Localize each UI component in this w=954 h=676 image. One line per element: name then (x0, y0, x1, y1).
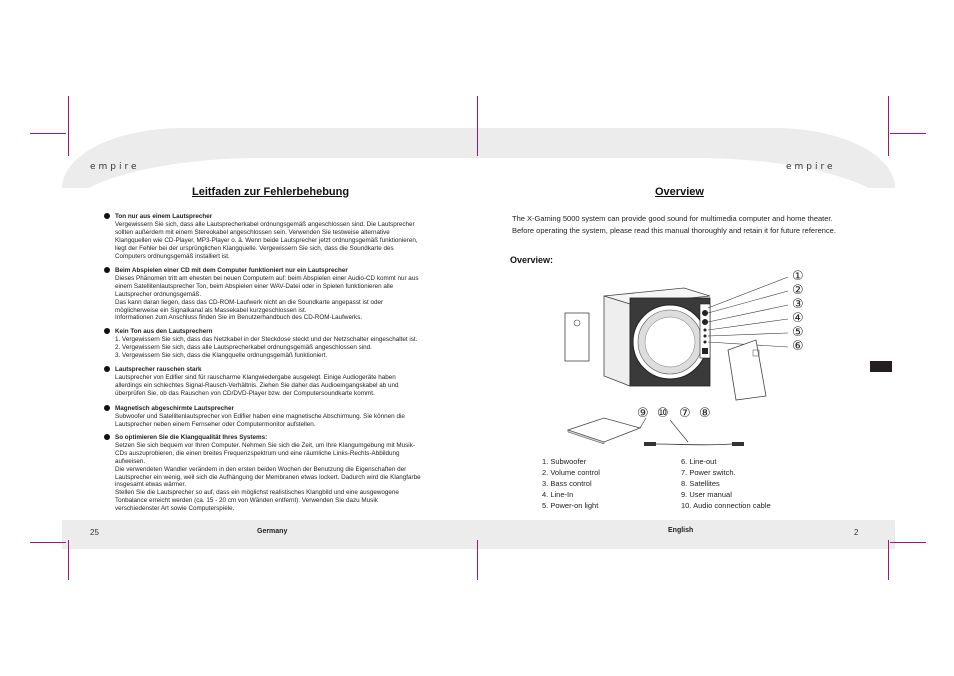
page-number: 2 (854, 528, 859, 537)
user-manual-drawing (568, 418, 646, 444)
footer-language: Germany (257, 528, 288, 535)
satellite-right (728, 340, 766, 400)
audio-cable-drawing (644, 420, 744, 446)
bullet-icon (104, 366, 110, 372)
part-item: 6. Line-out (681, 457, 717, 466)
callout-number: ① (792, 269, 804, 284)
footer-language: English (668, 527, 694, 534)
callout-number: ⑧ (699, 406, 711, 421)
trouble-section (104, 267, 449, 322)
section-heading: Ton nur aus einem Lautsprecher (115, 213, 213, 220)
trouble-section (104, 213, 449, 260)
section-body: Dieses Phänomen tritt am ehesten bei neuen Computern auf: beim Abspielen einer Audio-CD kommt nur aus einem Satellitenlautsprecher Ton, beim Abspielen einer WAV-Datei oder in Spielen funktionieren alle Lautsprecher ordnungsgemäß. Das kann daran liegen, dass das CD-ROM-Laufwerk nicht an die Soundkarte angepasst ist oder möglicherweise ein Signalkanal als Massekabel kurzgeschlossen ist. Informationen zum Anschluss finden Sie im Benutzerhandbuch des CD-ROM-Laufwerks. (115, 274, 419, 322)
part-item: 2. Volume control (542, 468, 600, 478)
callout-number: ⑦ (679, 406, 691, 421)
part-item: 4. Line-In (542, 490, 574, 500)
section-heading: Magnetisch abgeschirmte Lautsprecher (115, 405, 234, 412)
crop-mark (68, 96, 69, 156)
callout-lines (708, 277, 788, 347)
product-illustration (560, 268, 860, 463)
callout-number: ⑨ (637, 406, 649, 421)
bullet-icon (104, 405, 110, 411)
chapter-tab (870, 361, 892, 372)
crop-mark (888, 96, 889, 156)
page-title: Overview (655, 186, 704, 198)
bullet-icon (104, 213, 110, 219)
section-body: Vergewissern Sie sich, dass alle Lautsprecherkabel ordnungsgemäß angeschlossen sind. Die Lautsprecher sollten außerdem mit einem Stereokabel angeschlossen sein. Verwenden Sie testweise alternative Klangquellen wie CD-Player, MP3-Player o. ä. Wenn beide Lautsprecher jetzt ordnungsgemäß funktionieren, liegt der Fehler bei der ursprünglichen Klangquelle. Vergewissern Sie sich, dass die Soundkarte des Computers ordnungsgemäß installiert ist. (115, 220, 418, 260)
callout-number: ⑤ (792, 325, 804, 340)
trouble-section (104, 434, 449, 513)
trouble-section (104, 405, 449, 429)
intro-paragraph: The X-Gaming 5000 system can provide good sound for multimedia computer and home theater. Before operating the system, please read this manual thoroughly and retain it for future reference. (512, 214, 836, 235)
page-title: Leitfaden zur Fehlerbehebung (192, 186, 350, 198)
crop-mark (477, 540, 478, 580)
part-item: 9. User manual (681, 490, 732, 500)
brand-logo: empire (786, 162, 836, 172)
crop-mark (890, 133, 926, 134)
callout-number: ⑩ (657, 406, 669, 421)
satellite-left (565, 313, 589, 361)
crop-mark (477, 96, 478, 156)
part-item: 8. Satellites (681, 479, 720, 489)
right-footer-bar (477, 520, 895, 549)
part-item: 3. Bass control (542, 479, 592, 489)
section-heading: Lautsprecher rauschen stark (115, 366, 202, 373)
bullet-icon (104, 267, 110, 273)
crop-mark (30, 542, 66, 543)
section-body: Setzen Sie sich bequem vor Ihren Computer. Nehmen Sie sich die Zeit, um Ihre Klangumgebung mit Musik- CDs auszuprobieren, die einen breites Frequenzspektrum und eine räumliche Links-Rechts-Abbildung aufweisen. Die verwendeten Wandler verändern in den ersten beiden Wochen der Benutzung die Eigenschaften der Lautsprecher ein wenig, weil sich die Aufhängung der Membranen etwas lockert. Dadurch wird die Klangfarbe insgesamt etwas wärmer. Stellen Sie die Lautsprecher so auf, dass ein möglichst realistisches Klangbild und eine ausgewogene Tonbalance erreicht werden (ca. 15 - 20 cm von Wänden entfernt). Verwenden Sie dazu Musik verschiedenster Art sowie Computerspiele. (115, 441, 421, 513)
crop-mark (68, 540, 69, 580)
bullet-icon (104, 328, 110, 334)
part-item: 7. Power switch. (681, 468, 736, 478)
parts-list-right (681, 456, 771, 511)
brand-logo: empire (90, 162, 140, 172)
callout-number: ② (792, 283, 804, 298)
section-heading: So optimieren Sie die Klangqualität Ihres Systems: (115, 434, 268, 441)
callout-number: ⑥ (792, 339, 804, 354)
part-item: 1. Subwoofer (542, 457, 587, 466)
section-heading: Kein Ton aus den Lautsprechern (115, 328, 213, 335)
part-item: 10. Audio connection cable (681, 501, 771, 511)
crop-mark (30, 133, 66, 134)
callout-number: ④ (792, 311, 804, 326)
section-heading: Beim Abspielen einer CD mit dem Computer funktioniert nur ein Lautsprecher (115, 267, 348, 274)
part-item: 5. Power-on light (542, 501, 599, 511)
bullet-icon (104, 434, 110, 440)
crop-mark (890, 542, 926, 543)
crop-mark (888, 540, 889, 580)
trouble-section (104, 328, 449, 360)
overview-subtitle: Overview: (510, 255, 554, 265)
parts-list-left (542, 456, 600, 511)
page-number: 25 (90, 528, 99, 537)
section-body: Lautsprecher von Edifier sind für rauscharme Klangwiedergabe ausgelegt. Einige Audiogeräte haben allerdings ein schlechtes Signal-Rausch-Verhältnis. Ziehen Sie daher das Audioeingangskabel ab und überprüfen Sie, ob das Rauschen von CD/DVD-Player bzw. der Computersoundkarte kommt. (115, 373, 399, 397)
section-body: Subwoofer und Satellitenlautsprecher von Edifier haben eine magnetische Abschirmung. Sie können die Lautsprecher neben einem Fernseher oder Computermonitor aufstellen. (115, 412, 405, 428)
section-body: 1. Vergewissern Sie sich, dass das Netzkabel in der Steckdose steckt und der Netzschalter eingeschaltet ist. 2. Vergewissern Sie sich, dass alle Lautsprecherkabel ordnungsgemäß angeschlossen sind. 3. Vergewissern Sie sich, dass die Klangquelle ordnungsgemäß funktioniert. (115, 335, 418, 359)
trouble-section (104, 366, 449, 398)
subwoofer-drawing (604, 288, 710, 386)
callout-number: ③ (792, 297, 804, 312)
